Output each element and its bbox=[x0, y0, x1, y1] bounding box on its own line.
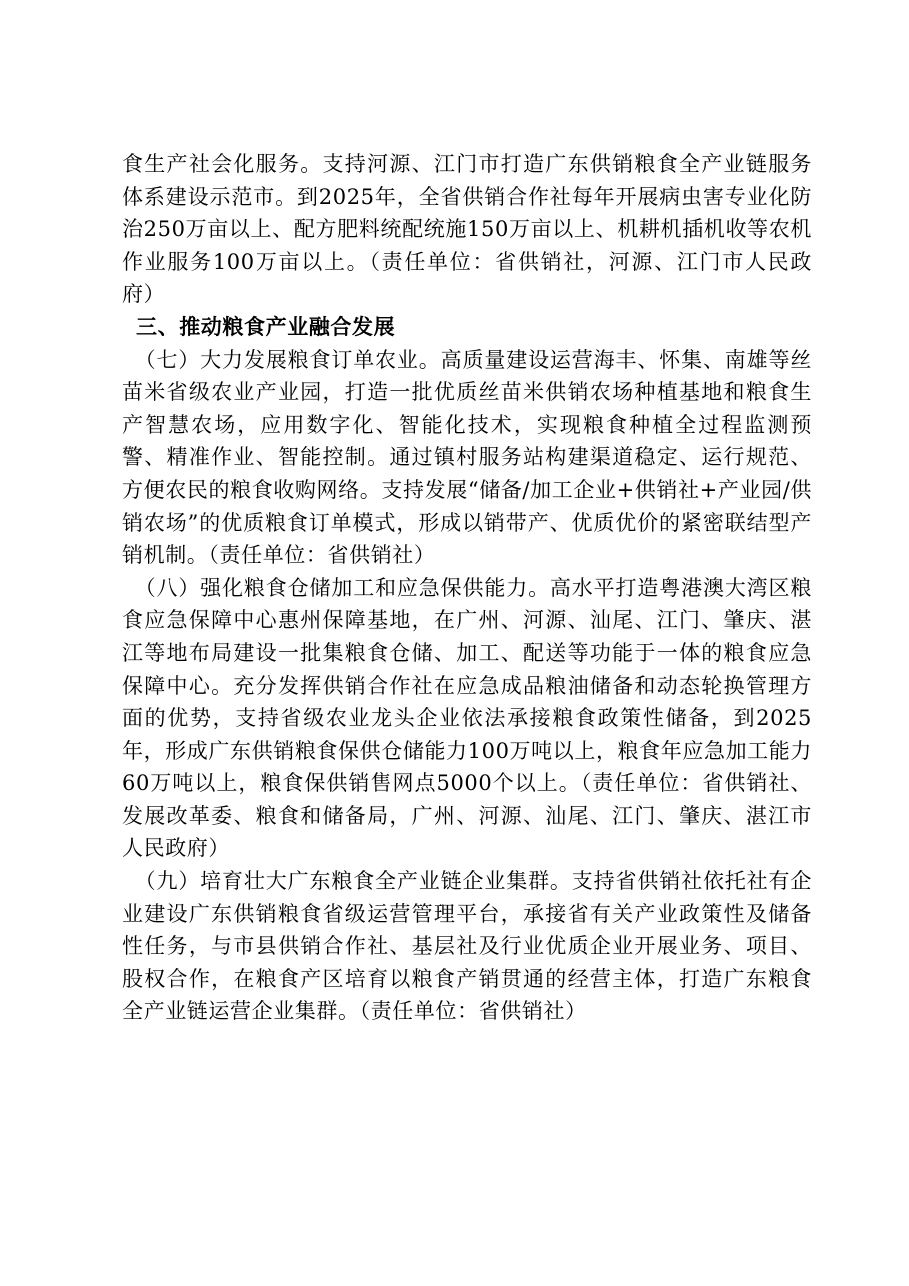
document-page bbox=[122, 148, 812, 1028]
paragraph-intro: 食生产社会化服务。支持河源、江门市打造广东供销粮食全产业链服务体系建设示范市。到2025年，全省供销合作社每年开展病虫害专业化防治250万亩以上、配方肥料统配统施150万亩以上、机耕机插机收等农机作业服务100万亩以上。（责任单位：省供销社，河源、江门市人民政府） bbox=[122, 152, 812, 307]
section-heading: 三、推动粮食产业融合发展 bbox=[136, 314, 396, 339]
paragraph-7: （七）大力发展粮食订单农业。高质量建设运营海丰、怀集、南雄等丝苗米省级农业产业园，打造一批优质丝苗米供销农场种植基地和粮食生产智慧农场，应用数字化、智能化技术，实现粮食种植全过程监测预警、精准作业、智能控制。通过镇村服务站构建渠道稳定、运行规范、方便农民的粮食收购网络。支持发展“储备/加工企业+供销社+产业园/供销农场”的优质粮食订单模式，形成以销带产、优质优价的紧密联结型产销机制。（责任单位：省供销社） bbox=[122, 347, 812, 568]
paragraph-9: （九）培育壮大广东粮食全产业链企业集群。支持省供销社依托社有企业建设广东供销粮食省级运营管理平台，承接省有关产业政策性及储备性任务，与市县供销合作社、基层社及行业优质企业开展业务、项目、股权合作，在粮食产区培育以粮食产销贯通的经营主体，打造广东粮食全产业链运营企业集群。（责任单位：省供销社） bbox=[122, 869, 812, 1024]
paragraph-8: （八）强化粮食仓储加工和应急保供能力。高水平打造粤港澳大湾区粮食应急保障中心惠州保障基地，在广州、河源、汕尾、江门、肇庆、湛江等地布局建设一批集粮食仓储、加工、配送等功能于一体的粮食应急保障中心。充分发挥供销合作社在应急成品粮油储备和动态轮换管理方面的优势，支持省级农业龙头企业依法承接粮食政策性储备，到2025年，形成广东供销粮食保供仓储能力100万吨以上，粮食年应急加工能力60万吨以上，粮食保供销售网点5000个以上。（责任单位：省供销社、发展改革委、粮食和储备局，广州、河源、汕尾、江门、肇庆、湛江市人民政府） bbox=[122, 575, 812, 861]
